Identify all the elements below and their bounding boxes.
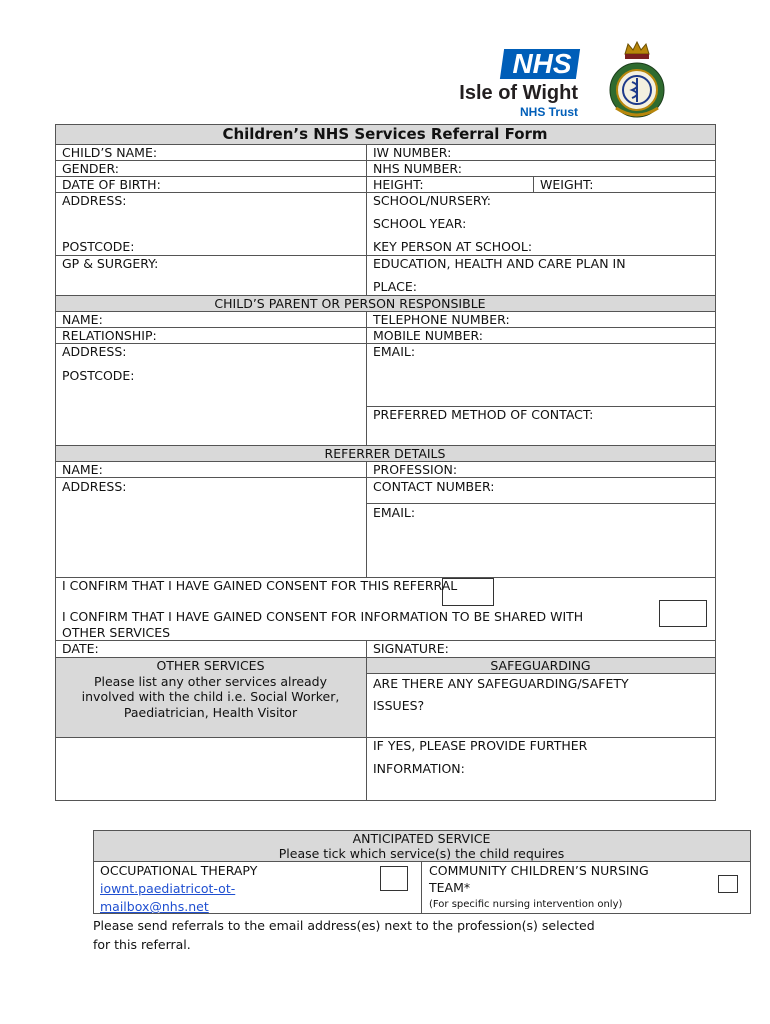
parent-address-label: ADDRESS: (62, 344, 127, 359)
ot-email-link-continued[interactable]: mailbox@nhs.net (100, 899, 209, 914)
other-services-title: OTHER SERVICES (156, 658, 265, 673)
parent-section-title: CHILD’S PARENT OR PERSON RESPONSIBLE (214, 296, 486, 311)
safeguarding-title: SAFEGUARDING (490, 658, 591, 673)
sharing-consent-text-line2: OTHER SERVICES (62, 625, 171, 640)
ccn-checkbox[interactable] (718, 875, 738, 893)
ccn-note: (For specific nursing intervention only) (429, 899, 623, 910)
date-label: DATE: (62, 641, 99, 656)
ambulance-crest-icon (608, 40, 666, 122)
referral-consent-text: I CONFIRM THAT I HAVE GAINED CONSENT FOR THIS REFERRAL (62, 578, 458, 593)
referrer-email-label: EMAIL: (373, 505, 416, 520)
child-address-label: ADDRESS: (62, 193, 127, 208)
sharing-consent-checkbox[interactable] (659, 600, 707, 627)
parent-email-label: EMAIL: (373, 344, 416, 359)
safeguarding-question-line1: ARE THERE ANY SAFEGUARDING/SAFETY (373, 676, 629, 691)
ot-label: OCCUPATIONAL THERAPY (100, 863, 258, 878)
child-postcode-label: POSTCODE: (62, 239, 135, 254)
other-services-line2: involved with the child i.e. Social Worker, (81, 689, 340, 704)
iw-number-label: IW NUMBER: (373, 145, 452, 160)
form-title: Children’s NHS Services Referral Form (222, 125, 548, 143)
org-name: Isle of Wight (459, 82, 578, 104)
weight-label: WEIGHT: (540, 177, 594, 192)
signature-label: SIGNATURE: (373, 641, 449, 656)
other-services-line1: Please list any other services already (93, 674, 328, 689)
childs-name-label: CHILD’S NAME: (62, 145, 158, 160)
gp-surgery-label: GP & SURGERY: (62, 256, 159, 271)
telephone-label: TELEPHONE NUMBER: (373, 312, 510, 327)
ot-email-link[interactable]: iownt.paediatricot-ot- (100, 881, 236, 896)
school-year-label: SCHOOL YEAR: (373, 216, 467, 231)
referrer-section-title: REFERRER DETAILS (324, 446, 446, 461)
relationship-label: RELATIONSHIP: (62, 328, 157, 343)
referrer-address-label: ADDRESS: (62, 479, 127, 494)
ehcp-label-line1: EDUCATION, HEALTH AND CARE PLAN IN (373, 256, 626, 271)
footer-instruction-line2: for this referral. (93, 937, 191, 952)
safeguarding-info-line1: IF YES, PLEASE PROVIDE FURTHER (373, 738, 588, 753)
contact-number-label: CONTACT NUMBER: (373, 479, 495, 494)
ccn-label-line2: TEAM* (429, 880, 471, 895)
school-label: SCHOOL/NURSERY: (373, 193, 492, 208)
nhs-badge-text: NHS (512, 48, 572, 79)
parent-name-label: NAME: (62, 312, 103, 327)
trust-name: NHS Trust (519, 105, 578, 119)
ehcp-label-line2: PLACE: (373, 279, 417, 294)
footer-instruction-line1: Please send referrals to the email address(es) next to the profession(s) selected (93, 918, 595, 933)
nhs-number-label: NHS NUMBER: (373, 161, 462, 176)
gender-label: GENDER: (62, 161, 119, 176)
sharing-consent-text-line1: I CONFIRM THAT I HAVE GAINED CONSENT FOR INFORMATION TO BE SHARED WITH (62, 609, 584, 624)
safeguarding-info-line2: INFORMATION: (373, 761, 465, 776)
anticipated-title: ANTICIPATED SERVICE (352, 831, 491, 846)
anticipated-subtitle: Please tick which service(s) the child requires (278, 846, 565, 861)
key-person-label: KEY PERSON AT SCHOOL: (373, 239, 533, 254)
dob-label: DATE OF BIRTH: (62, 177, 161, 192)
safeguarding-question-line2: ISSUES? (373, 698, 425, 713)
nhs-logo (440, 46, 585, 120)
height-label: HEIGHT: (373, 177, 424, 192)
ot-checkbox[interactable] (380, 866, 408, 891)
ccn-label-line1: COMMUNITY CHILDREN’S NURSING (429, 863, 649, 878)
mobile-label: MOBILE NUMBER: (373, 328, 483, 343)
parent-postcode-label: POSTCODE: (62, 368, 135, 383)
referrer-name-label: NAME: (62, 462, 103, 477)
contact-method-label: PREFERRED METHOD OF CONTACT: (373, 407, 594, 422)
other-services-line3: Paediatrician, Health Visitor (123, 705, 298, 720)
profession-label: PROFESSION: (373, 462, 458, 477)
